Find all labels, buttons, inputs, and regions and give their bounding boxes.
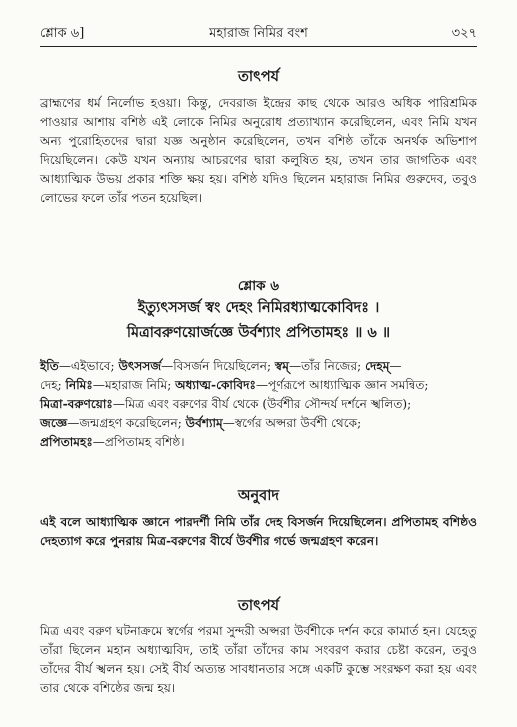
sanskrit-word: স্বম্	[274, 359, 289, 373]
verse-line-2: মিত্রাবরুণয়োর্জজ্ঞে উর্বশ্যাং প্রপিতামহঃ ॥ ৬ ॥	[126, 324, 391, 341]
purport-heading-top: তাৎপর্য	[237, 68, 280, 85]
header-verse-ref: শ্লোক ৬]	[40, 26, 85, 41]
synonym-line	[40, 414, 477, 433]
word-meaning: —মহারাজ নিমি;	[92, 378, 176, 392]
word-meaning: —	[389, 359, 402, 373]
translation-heading: অনুবাদ	[237, 487, 280, 504]
verse-heading: শ্লোক ৬	[237, 278, 280, 294]
word-meaning: —প্রপিতামহ বশিষ্ঠ।	[92, 435, 185, 449]
header-page-number: ৩২৭	[451, 26, 477, 41]
sanskrit-word: মিত্রা-বরুণয়োঃ	[40, 397, 113, 411]
translation-text: এই বলে আধ্যাত্মিক জ্ঞানে পারদর্শী নিমি তাঁর দেহ বিসর্জন দিয়েছিলেন। প্রপিতামহ বশিষ্ঠও দেহত্যাগ করে পুনরায় মিত্র-বরুণের বীর্যে উর্বশীর গর্ভে জন্মগ্রহণ করেন।	[40, 515, 477, 548]
verse-line-1: ইত্যুৎসসর্জ স্বং দেহং নিমিরধ্যাত্মকোবিদঃ ।	[137, 299, 380, 316]
word-meaning: —মিত্র এবং বরুণের বীর্য থেকে (উর্বশীর সৌন্দর্য দর্শনে স্খলিত);	[112, 397, 412, 411]
sanskrit-word: দেহম্	[365, 359, 390, 373]
word-meaning: দেহ;	[40, 378, 66, 392]
sanskrit-word: উৎসসর্জ	[118, 359, 162, 373]
word-meaning: —স্বর্গের অপ্সরা উর্বশী থেকে;	[222, 416, 362, 430]
sanskrit-word: প্রপিতামহঃ	[40, 435, 93, 449]
synonym-line	[40, 376, 477, 395]
sanskrit-word: জজ্ঞে	[40, 416, 68, 430]
sanskrit-word: নিমিঃ	[65, 378, 93, 392]
word-meaning: —এইভাবে;	[58, 359, 119, 373]
word-meaning: —তাঁর নিজের;	[288, 359, 366, 373]
purport-heading-bottom: তাৎপর্য	[237, 597, 280, 614]
word-meaning: —পূর্ণরূপে আধ্যাত্মিক জ্ঞান সমন্বিত;	[255, 378, 429, 392]
word-meaning: —বিসর্জন দিয়েছিলেন;	[161, 359, 275, 373]
sanskrit-word: উর্বশ্যাম্	[185, 416, 223, 430]
purport-text-top: ব্রাহ্মণের ধর্ম নির্লোভ হওয়া। কিন্তু, দেবরাজ ইন্দ্রের কাছ থেকে আরও অধিক পারিশ্রমিক পাওয়ার আশায় বশিষ্ঠ এই লোকে নিমির অনুরোধ প্রত্যাখ্যান করেছিলেন, এবং নিমি যখন অন্য পুরোহিতদের দ্বারা যজ্ঞ অনুষ্ঠান করেছিলেন, তখন বশিষ্ঠ তাঁকে অনর্থক অভিশাপ দিয়েছিলেন। কেউ যখন অন্যায় আচরণের দ্বারা কলুষিত হয়, তখন তার জাগতিক এবং আধ্যাত্মিক উভয় প্রকার শক্তি ক্ষয় হয়। বশিষ্ঠ যদিও ছিলেন মহারাজ নিমির গুরুদেব, তবুও লোভের ফলে তাঁর পতন হয়েছিল।	[40, 96, 477, 205]
header-chapter-title: মহারাজ নিমির বংশ	[209, 26, 308, 41]
synonym-line	[40, 433, 477, 452]
synonym-line	[40, 357, 477, 376]
synonym-line	[40, 395, 477, 414]
sanskrit-word: অধ্যাত্ম-কোবিদঃ	[175, 378, 256, 392]
sanskrit-word: ইতি	[40, 359, 59, 373]
running-header	[40, 22, 477, 47]
word-meaning: —জন্মগ্রহণ করেছিলেন;	[67, 416, 186, 430]
purport-text-bottom: মিত্র এবং বরুণ ঘটনাক্রমে স্বর্গের পরমা সুন্দরী অপ্সরা উর্বশীকে দর্শন করে কামার্ত হন। যেহেতু তাঁরা ছিলেন মহান অধ্যাত্মবিদ, তাই তাঁরা তাঁদের কাম সংবরণ করার চেষ্টা করেন, তবুও তাঁদের বীর্য স্খলন হয়। সেই বীর্য অত্যন্ত সাবধানতার সঙ্গে একটি কুম্ভে সংরক্ষণ করা হয় এবং তার থেকে বশিষ্ঠের জন্ম হয়।	[40, 624, 477, 695]
